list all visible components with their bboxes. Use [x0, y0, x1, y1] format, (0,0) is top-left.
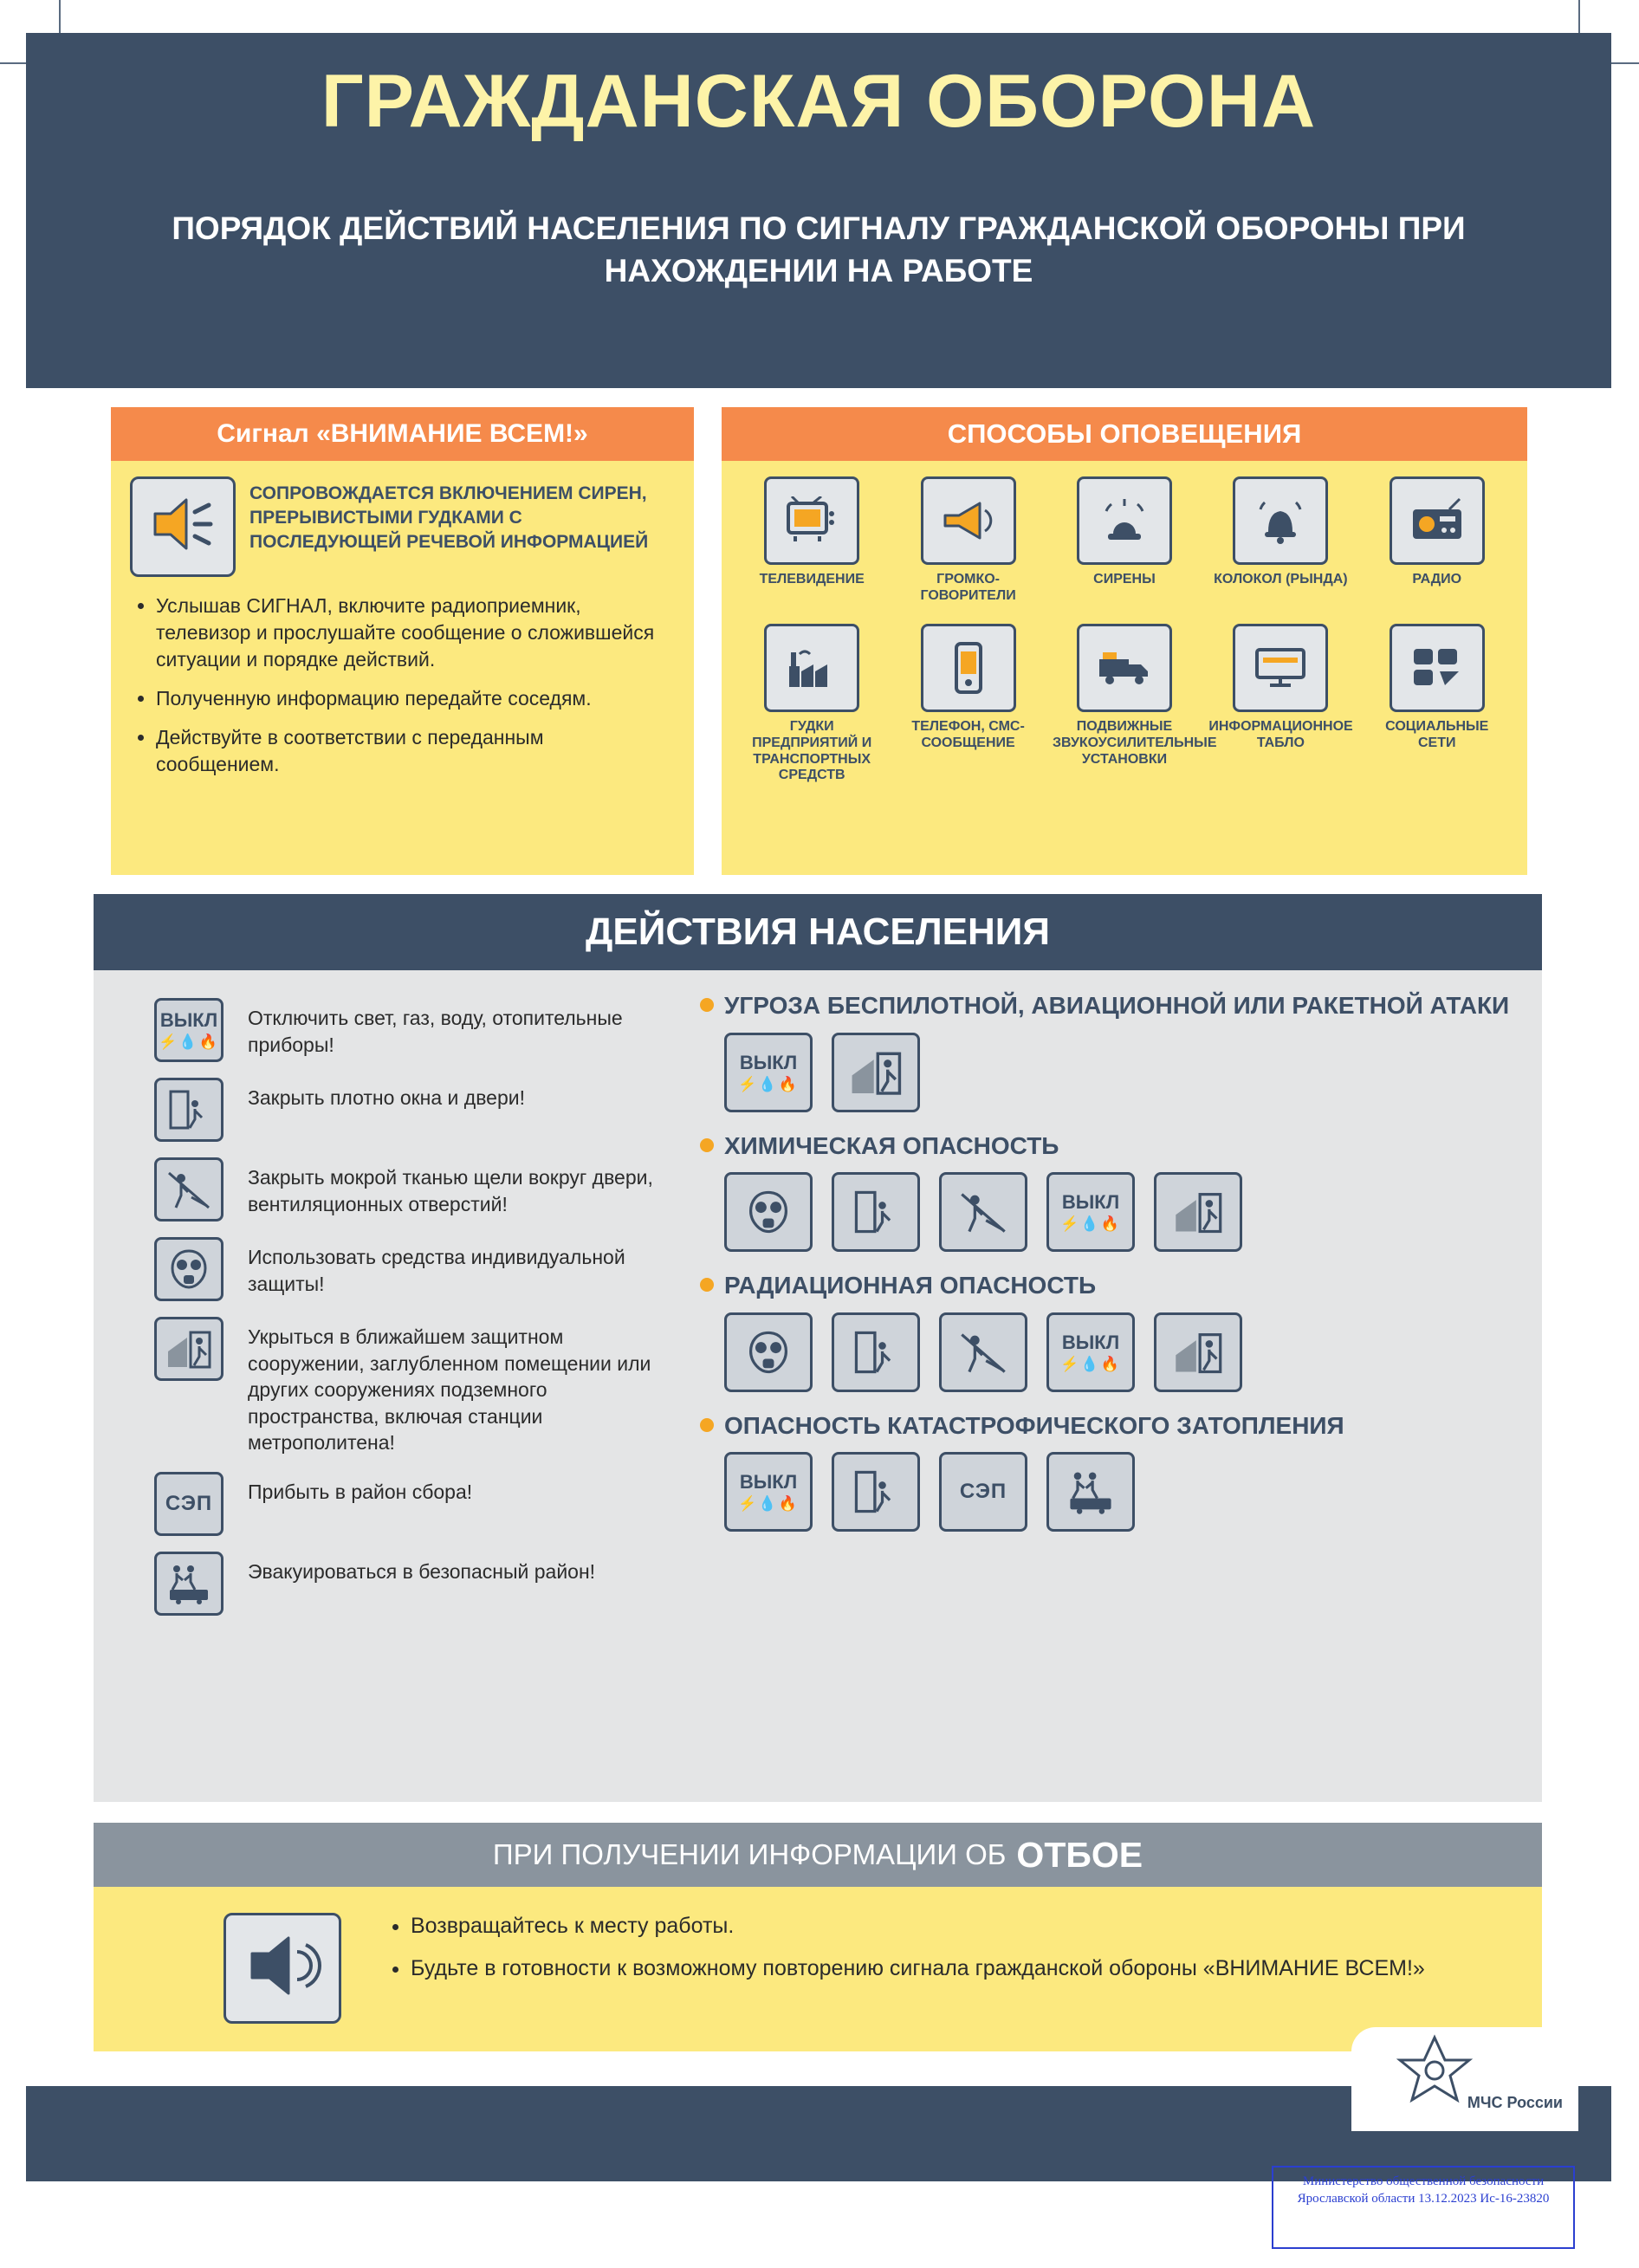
close-window-icon — [832, 1312, 920, 1392]
factory-icon — [764, 624, 859, 712]
actions-left-list — [154, 998, 657, 1631]
method-item — [1053, 476, 1196, 605]
power-off-icon: ВЫКЛ ⚡💧🔥 — [724, 1033, 813, 1112]
seal-cracks-icon — [939, 1172, 1027, 1252]
radio-icon — [1390, 476, 1485, 565]
list-item: • Действуйте в соответствии с переданным сообщением. — [156, 724, 671, 778]
close-window-icon — [832, 1172, 920, 1252]
page-title: ГРАЖДАНСКАЯ ОБОРОНА — [321, 60, 1317, 143]
sep-icon: СЭП — [939, 1452, 1027, 1532]
close-window-icon — [154, 1078, 224, 1142]
method-label: СОЦИАЛЬНЫЕ СЕТИ — [1385, 718, 1489, 750]
hazard-block-radiation — [700, 1271, 1514, 1392]
power-off-icon: ВЫКЛ ⚡💧🔥 — [1046, 1312, 1135, 1392]
info-board-icon — [1233, 624, 1328, 712]
list-item: • Возвращайтесь к месту работы. — [411, 1911, 1425, 1941]
bell-icon — [1233, 476, 1328, 565]
hazard-title: ХИМИЧЕСКАЯ ОПАСНОСТЬ — [724, 1131, 1059, 1159]
bullet-dot-icon — [700, 998, 714, 1012]
speaker-icon — [224, 1913, 341, 2024]
action-text: Отключить свет, газ, воду, отопительные приборы! — [248, 1007, 623, 1056]
hazard-block-flooding — [700, 1411, 1514, 1533]
tv-icon — [764, 476, 859, 565]
social-networks-icon — [1390, 624, 1485, 712]
all-clear-title-word: ОТБОЕ — [1016, 1834, 1143, 1875]
method-label: ТЕЛЕФОН, СМС-СООБЩЕНИЕ — [911, 718, 1025, 750]
all-clear-title — [94, 1823, 1542, 1887]
registration-stamp: Министерство общественной безопасности Ярославской области 13.12.2023 Ис-16-23820 — [1272, 2166, 1575, 2249]
all-clear-title-prefix: ПРИ ПОЛУЧЕНИИ ИНФОРМАЦИИ ОБ — [492, 1838, 1007, 1870]
actions-section-title: ДЕЙСТВИЯ НАСЕЛЕНИЯ — [94, 894, 1542, 970]
notification-methods-row-2 — [722, 605, 1527, 785]
all-clear-body — [94, 1887, 1542, 2051]
all-clear-bullets — [388, 1911, 1425, 1996]
action-text: Использовать средства индивидуальной защиты! — [248, 1246, 625, 1295]
emchs-emblem-card — [1351, 2027, 1578, 2131]
siren-icon — [1077, 476, 1172, 565]
method-item — [1365, 624, 1509, 785]
method-label: ТЕЛЕВИДЕНИЕ — [759, 572, 865, 586]
method-item — [897, 476, 1040, 605]
page-subtitle: ПОРЯДОК ДЕЙСТВИЙ НАСЕЛЕНИЯ ПО СИГНАЛУ ГРАЖДАНСКОЙ ОБОРОНЫ ПРИ НАХОЖДЕНИИ НА РАБОТЕ — [172, 211, 1466, 289]
method-label: ИНФОРМАЦИОННОЕ ТАБЛО — [1208, 718, 1353, 750]
list-item — [154, 1552, 657, 1616]
list-item — [154, 998, 657, 1062]
method-item — [1208, 476, 1352, 605]
list-item — [154, 1472, 657, 1536]
shelter-icon — [1154, 1312, 1242, 1392]
list-item — [154, 1317, 657, 1456]
gas-mask-icon — [724, 1312, 813, 1392]
bullet-dot-icon — [700, 1418, 714, 1432]
method-label: ПОДВИЖНЫЕ ЗВУКОУСИЛИТЕЛЬНЫЕ УСТАНОВКИ — [1052, 718, 1217, 767]
shelter-icon — [154, 1317, 224, 1381]
method-label: РАДИО — [1412, 572, 1462, 586]
list-item: • Услышав СИГНАЛ, включите радиоприемник, телевизор и прослушайте сообщение о сложившейся ситуации и порядке действий. — [156, 593, 671, 673]
list-item — [154, 1078, 657, 1142]
seal-cracks-icon — [154, 1157, 224, 1221]
method-label: ГУДКИ ПРЕДПРИЯТИЙ И ТРАНСПОРТНЫХ СРЕДСТВ — [752, 718, 872, 783]
mobile-phone-icon — [921, 624, 1016, 712]
list-item — [154, 1237, 657, 1301]
evacuation-bus-icon — [1046, 1452, 1135, 1532]
hazard-title: УГРОЗА БЕСПИЛОТНОЙ, АВИАЦИОННОЙ ИЛИ РАКЕТНОЙ АТАКИ — [724, 992, 1510, 1019]
loudspeaker-icon — [130, 476, 236, 577]
megaphone-icon — [921, 476, 1016, 565]
signal-panel-title: Сигнал «ВНИМАНИЕ ВСЕМ!» — [111, 407, 694, 461]
bullet-dot-icon — [700, 1138, 714, 1152]
method-item — [1052, 624, 1217, 785]
method-item — [740, 624, 884, 785]
action-text: Закрыть плотно окна и двери! — [248, 1086, 525, 1109]
emchs-label: МЧС России — [1467, 2094, 1563, 2111]
gas-mask-icon — [154, 1237, 224, 1301]
hazards-list — [700, 991, 1514, 1551]
action-text: Прибыть в район сбора! — [248, 1480, 473, 1503]
notification-methods-title: СПОСОБЫ ОПОВЕЩЕНИЯ — [722, 407, 1527, 461]
notification-methods-panel — [722, 407, 1527, 875]
sep-icon: СЭП — [154, 1472, 224, 1536]
sound-truck-icon — [1077, 624, 1172, 712]
signal-lead-text: СОПРОВОЖДАЕТСЯ ВКЛЮЧЕНИЕМ СИРЕН, ПРЕРЫВИСТЫМИ ГУДКАМИ С ПОСЛЕДУЮЩЕЙ РЕЧЕВОЙ ИНФОРМАЦИЕЙ — [249, 483, 649, 552]
power-off-icon: ВЫКЛ ⚡💧🔥 — [724, 1452, 813, 1532]
method-label: КОЛОКОЛ (РЫНДА) — [1214, 572, 1348, 586]
list-item: • Полученную информацию передайте соседям. — [156, 685, 671, 712]
action-text: Закрыть мокрой тканью щели вокруг двери, вентиляционных отверстий! — [248, 1166, 653, 1215]
method-label: ГРОМКО-ГОВОРИТЕЛИ — [920, 572, 1016, 603]
poster-header — [26, 33, 1611, 388]
action-text: Укрыться в ближайшем защитном сооружении, заглубленном помещении или других сооружениях подземного пространства, включая станции метрополитена! — [248, 1325, 651, 1455]
close-window-icon — [832, 1452, 920, 1532]
notification-methods-row-1 — [722, 461, 1527, 605]
method-item — [897, 624, 1040, 785]
hazard-block-drone-air-missile — [700, 991, 1514, 1112]
list-item — [154, 1157, 657, 1221]
actions-section-body — [94, 970, 1542, 1802]
power-off-icon: ВЫКЛ ⚡💧🔥 — [154, 998, 224, 1062]
action-text: Эвакуироваться в безопасный район! — [248, 1559, 596, 1583]
evacuation-bus-icon — [154, 1552, 224, 1616]
method-item — [1365, 476, 1509, 605]
method-label: СИРЕНЫ — [1093, 572, 1156, 586]
hazard-title: ОПАСНОСТЬ КАТАСТРОФИЧЕСКОГО ЗАТОПЛЕНИЯ — [724, 1411, 1344, 1439]
hazard-block-chemical — [700, 1131, 1514, 1253]
list-item: • Будьте в готовности к возможному повторению сигнала гражданской обороны «ВНИМАНИЕ ВСЕМ!» — [411, 1954, 1425, 1984]
hazard-title: РАДИАЦИОННАЯ ОПАСНОСТЬ — [724, 1272, 1097, 1299]
signal-panel — [111, 407, 694, 875]
method-item — [1208, 624, 1352, 785]
bullet-dot-icon — [700, 1278, 714, 1292]
shelter-icon — [832, 1033, 920, 1112]
seal-cracks-icon — [939, 1312, 1027, 1392]
shelter-icon — [1154, 1172, 1242, 1252]
method-item — [740, 476, 884, 605]
power-off-icon: ВЫКЛ ⚡💧🔥 — [1046, 1172, 1135, 1252]
gas-mask-icon — [724, 1172, 813, 1252]
signal-bullets — [111, 580, 694, 778]
